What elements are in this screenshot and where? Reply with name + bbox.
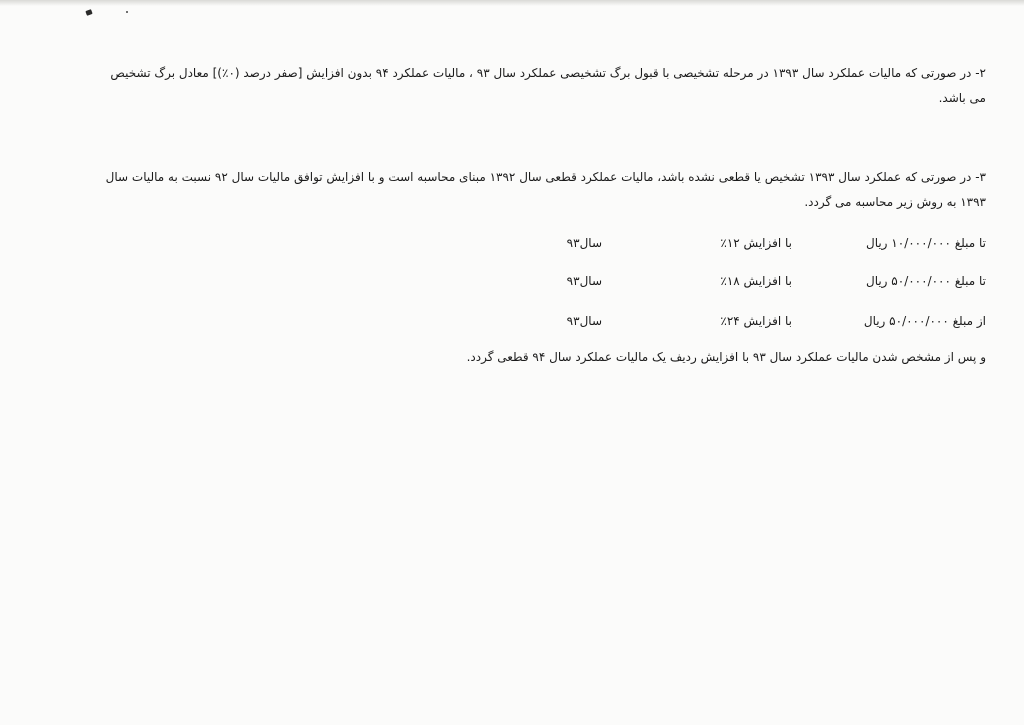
rate-row-increase: با افزایش ۱۲٪ xyxy=(720,236,792,250)
rate-row xyxy=(426,233,986,253)
rate-row-year: سال۹۳ xyxy=(566,236,602,250)
scan-speck-mark xyxy=(85,9,92,16)
paragraph-item-2 xyxy=(110,61,986,111)
paragraph-item-3-line-1: ۳- در صورتی که عملکرد سال ۱۳۹۳ تشخیص یا قطعی نشده باشد، مالیات عملکرد قطعی سال ۱۳۹۲ مبنای محاسبه است و با افزایش توافق مالیات سال ۹۲ نسبت به مالیات سال xyxy=(105,170,986,184)
scan-top-shadow xyxy=(0,0,1024,6)
rate-row-amount: تا مبلغ ۵۰/۰۰۰/۰۰۰ ریال xyxy=(865,274,986,288)
rate-row-amount: تا مبلغ ۱۰/۰۰۰/۰۰۰ ریال xyxy=(865,236,986,250)
paragraph-item-3-line-2: ۱۳۹۳ به روش زیر محاسبه می گردد. xyxy=(804,195,986,209)
rate-row-year: سال۹۳ xyxy=(566,274,602,288)
scan-speck-dot xyxy=(126,11,128,13)
paragraph-item-3 xyxy=(106,165,986,215)
paragraph-item-2-line-2: می باشد. xyxy=(938,91,986,105)
closing-paragraph: و پس از مشخص شدن مالیات عملکرد سال ۹۳ با افزایش ردیف یک مالیات عملکرد سال ۹۴ قطعی گردد. xyxy=(466,350,986,364)
rate-row-increase: با افزایش ۲۴٪ xyxy=(720,314,792,328)
rate-row xyxy=(426,271,986,291)
rate-row-amount: از مبلغ ۵۰/۰۰۰/۰۰۰ ریال xyxy=(863,314,986,328)
rate-row xyxy=(426,311,986,331)
paragraph-item-2-line-1: ۲- در صورتی که مالیات عملکرد سال ۱۳۹۳ در مرحله تشخیصی با قبول برگ تشخیصی عملکرد سال ۹۳ ، مالیات عملکرد ۹۴ بدون افزایش [صفر درصد (۰٪)] معادل برگ تشخیص xyxy=(110,66,986,80)
rate-row-year: سال۹۳ xyxy=(566,314,602,328)
rate-row-increase: با افزایش ۱۸٪ xyxy=(720,274,792,288)
